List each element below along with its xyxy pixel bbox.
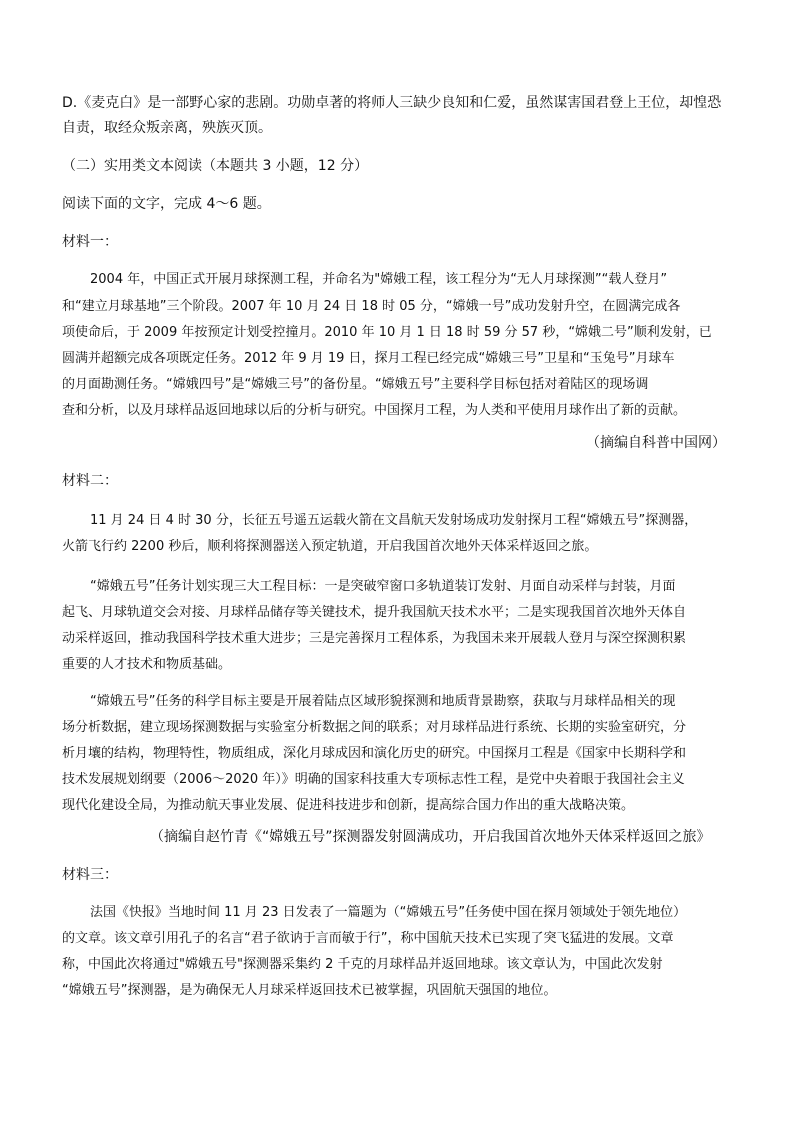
material-3-line: “嫦娥五号”探测器，是为确保无人月球采样返回技术已被掌握，巩固航天强国的地位。 [62,983,557,998]
material-1-line: 和“建立月球基地”三个阶段。2007 年 10 月 24 日 18 时 05 分，“嫦娥一号”成功发射升空，在圆满完成各 [62,299,681,314]
material-1-line: 查和分析，以及月球样品返回地球以后的分析与研究。中国探月工程，为人类和平使用月球作出了新的贡献。 [62,403,687,418]
material-1-line: 圆满并超额完成各项既定任务。2012 年 9 月 19 日，探月工程已经完成“嫦娥三号”卫星和“玉兔号”月球车 [62,351,675,366]
material-2-label: 材料二： [62,473,118,489]
material-2-para-1-line: 11 月 24 日 4 时 30 分，长征五号遥五运载火箭在文昌航天发射场成功发射探月工程“嫦娥五号”探测器， [90,513,698,528]
material-3-line: 称，中国此次将通过"嫦娥五号"探测器采集约 2 千克的月球样品并返回地球。该文章认为，中国此次发射 [62,957,663,972]
material-2-para-2-line: 重要的人才技术和物质基础。 [62,657,232,672]
material-1-label: 材料一： [62,234,118,250]
material-1-line: 项使命后，于 2009 年按预定计划受控撞月。2010 年 10 月 1 日 18 时 59 分 57 秒，“嫦娥二号”顺利发射，已 [62,325,712,340]
material-2-para-3-line: 技术发展规划纲要（2006～2020 年）》明确的国家科技重大专项标志性工程，是党中央着眼于我国社会主义 [62,772,685,787]
option-d-line-2: 自责，取经众叛亲离，殃族灭顶。 [62,120,272,136]
material-2-para-2-line: 动采样返回，推动我国科学技术重大进步；三是完善探月工程体系，为我国未来开展载人登月与深空探测积累 [62,631,687,646]
material-1-line: 2004 年，中国正式开展月球探测工程，并命名为"嫦娥工程，该工程分为“无人月球探测”“载人登月” [90,272,668,287]
material-3-line: 法国《快报》当地时间 11 月 23 日发表了一篇题为（“嫦娥五号”任务使中国在探月领域处于领先地位） [90,905,687,920]
material-2-para-2-line: “嫦娥五号”任务计划实现三大工程目标：一是突破窄窗口多轨道装订发射、月面自动采样与封装，月面 [90,579,676,594]
material-3-line: 的文章。该文章引用孔子的名言“君子欲讷于言而敏于行”，称中国航天技术已实现了突飞猛进的发展。文章 [62,931,674,946]
option-d-line-1: D.《麦克白》是一部野心家的悲剧。功勋卓著的将师人三缺少良知和仁爱，虽然谋害国君登上王位，却惶恐 [62,95,722,111]
material-2-para-3-line: 场分析数据，建立现场探测数据与实验室分析数据之间的联系；对月球样品进行系统、长期的实验室研究，分 [62,720,687,735]
material-2-source: （摘编自赵竹青《“嫦娥五号”探测器发射圆满成功，开启我国首次地外天体采样返回之旅》 [150,829,711,845]
material-1-source: （摘编自科普中国网） [586,435,726,451]
material-2-para-3-line: 现代化建设全局，为推动航天事业发展、促进科技进步和创新，提高综合国力作出的重大战略决策。 [62,798,635,813]
material-2-para-2-line: 起飞、月球轨道交会对接、月球样品储存等关键技术，提升我国航天技术水平；二是实现我国首次地外天体自 [62,605,687,620]
material-3-label: 材料三： [62,867,118,883]
section-title: （二）实用类文本阅读（本题共 3 小题，12 分） [62,158,369,174]
material-2-para-3-line: 析月壤的结构，物理特性，物质组成，深化月球成因和演化历史的研究。中国探月工程是《国家中长期科学和 [62,746,687,761]
material-2-para-1-line: 火箭飞行约 2200 秒后，顺利将探测器送入预定轨道，开启我国首次地外天体采样返回之旅。 [62,539,598,554]
instruction: 阅读下面的文字，完成 4～6 题。 [62,196,271,212]
material-2-para-3-line: “嫦娥五号”任务的科学目标主要是开展着陆点区域形貌探测和地质背景勘察，获取与月球样品相关的现 [90,694,676,709]
material-1-line: 的月面勘测任务。“嫦娥四号”是“嫦娥三号”的备份星。“嫦娥五号”主要科学目标包括对着陆区的现场调 [62,377,649,392]
